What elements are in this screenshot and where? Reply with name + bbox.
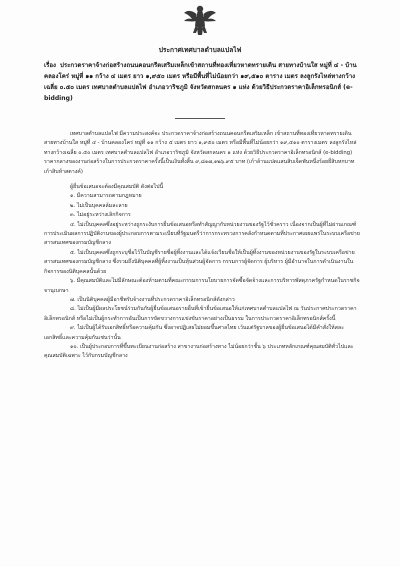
qualification-item: ๔. ไม่เป็นบุคคลซึ่งอยู่ระหว่างถูกระงับการยื่นข้อเสนอหรือทำสัญญากับหน่วยงานของรัฐไว้ชั่วคราว เนื่องจากเป็นผู้ที่ไม่ผ่านเกณฑ์การประเมินผลการปฏิบัติงานของผู้ประกอบการตามระเบียบที่รัฐมนตรีว่าการกระทรวงการคลังกำหนดตามที่ประกาศเผยแพร่ในระบบเครือข่ายสารสนเทศของกรมบัญชีกลาง xyxy=(44,221,360,247)
document-subject xyxy=(44,60,360,104)
garuda-emblem-icon xyxy=(182,4,218,38)
qualification-item: ๘. ไม่เป็นผู้มีผลประโยชน์ร่วมกันกับผู้ยื่นข้อเสนอรายอื่นที่เข้ายื่นข้อเสนอให้แก่เทศบาลตำบลแปลไฟ ณ วันประกาศประกวดราคาอิเล็กทรอนิกส์ หรือไม่เป็นผู้กระทำการอันเป็นการขัดขวางการแข่งขันราคาอย่างเป็นธรรม ในการประกวดราคาอิเล็กทรอนิกส์ครั้งนี้ xyxy=(44,306,357,322)
qualification-item: ๒. ไม่เป็นบุคคลล้มละลาย xyxy=(70,202,128,209)
qualification-item: ๕. ไม่เป็นบุคคลซึ่งถูกระบุชื่อไว้ในบัญชีรายชื่อผู้ทิ้งงานและได้แจ้งเวียนชื่อให้เป็นผู้ทิ้งงานของหน่วยงานของรัฐในระบบเครือข่ายสารสนเทศของกรมบัญชีกลาง ซึ่งรวมถึงนิติบุคคลที่ผู้ทิ้งงานเป็นหุ้นส่วนผู้จัดการ กรรมการผู้จัดการ ผู้บริหาร ผู้มีอำนาจในการดำเนินงานในกิจการของนิติบุคคลนั้นด้วย xyxy=(44,249,355,275)
qualification-item: ๑๐. เป็นผู้ประกอบการที่ขึ้นทะเบียนงานก่อสร้าง สาขางานก่อสร้างทาง ไม่น้อยกว่าชั้น ๖ ประเภทหลักเกณฑ์คุณสมบัติทั่วไปและคุณสมบัติเฉพาะ ไว้กับกรมบัญชีกลาง xyxy=(44,343,354,360)
qualifications-title: ผู้ยื่นข้อเสนอจะต้องมีคุณสมบัติ ดังต่อไปนี้ xyxy=(70,184,164,191)
subject-lead: เรื่อง xyxy=(44,62,56,69)
intro-paragraph: เทศบาลตำบลแปลไฟ มีความประสงค์จะ ประกวดราคาจ้างก่อสร้างถนนคอนกรีตเสริมเหล็ก เข้าสถานที่ทองเที่ยวหาดทรายเดิน สายทางบ้านใส หมู่ที่ ๔ - บ้านคลองโคร่ หมู่ที่ ๑๑ กว้าง ๕ เมตร ยาว ๑,๙๕๐ เมตร หรือมีพื้นที่ไม่น้อยกว่า ๑๙,๕๑๐ ตารางเมตร ลงลูกรังไหล่ทางกว้างเฉลี่ย ๐.๕๐ เมตร เทศบาลตำบลแปลไฟ อำเภอวาริชภูมิ จังหวัดสกลนคร ๑ แห่ง ด้วยวิธีประกวดราคาอิเล็กทรอนิกส์ (e-bidding) ราคากลางของงานก่อสร้างในการประกวดราคาครั้งนี้เป็นเงินทั้งสิ้น ๙,๘๑๗,๑๒๖.๙๕ บาท (เก้าล้านแปดแสนสิบเจ็ดพันหนึ่งร้อยยี่สิบหกบาทเก้าสิบห้าสตางค์) xyxy=(44,131,357,175)
qualification-item: ๑. มีความสามารถตามกฎหมาย xyxy=(70,193,142,200)
qualification-item: ๖. มีคุณสมบัติและไม่มีลักษณะต้องห้ามตามที่คณะกรรมการนโยบายการจัดซื้อจัดจ้างและการบริหารพัสดุภาครัฐกำหนดในราชกิจจานุเบกษา xyxy=(44,278,360,294)
subject-text: ประกวดราคาจ้างก่อสร้างถนนคอนกรีตเสริมเหล็กเข้าสถานที่ทองเที่ยวหาดทรายเดิน สายทางบ้านใส หมู่ที่ ๔ - บ้านคลองโคร่ หมู่ที่ ๑๑ กว้าง ๔ เมตร ยาว ๑,๙๕๐ เมตร หรือมีพื้นที่ไม่น้อยกว่า ๑๙,๕๑๐ ตาราง เมตร ลงลูกรังไหล่ทางกว้างเฉลี่ย ๐.๕๐ เมตร เทศบาลตำบลแปลไฟ อำเภอวาริชภูมิ จังหวัดสกลนคร ๑ แห่ง ด้วยวิธีประกวดราคาอิเล็กทรอนิกส์ (e-bidding) xyxy=(44,62,357,102)
document-heading: ประกาศเทศบาลตำบลแปลไฟ xyxy=(158,46,242,54)
qualification-item: ๓. ไม่อยู่ระหว่างเลิกกิจการ xyxy=(70,212,131,219)
qualification-item: ๙. ไม่เป็นผู้ได้รับเอกสิทธิ์หรือความคุ้มกัน ซึ่งอาจปฏิเสธไม่ยอมขึ้นศาลไทย เว้นแต่รัฐบาลของผู้ยื่นข้อเสนอได้มีคำสั่งให้สละเอกสิทธิ์และความคุ้มกันเช่นว่านั้น xyxy=(44,325,344,341)
document-body xyxy=(44,130,360,362)
header-divider xyxy=(175,118,225,119)
qualification-item: ๗. เป็นนิติบุคคลผู้มีอาชีพรับจ้างงานที่ประกวดราคาอิเล็กทรอนิกส์ดังกล่าว xyxy=(70,296,235,303)
